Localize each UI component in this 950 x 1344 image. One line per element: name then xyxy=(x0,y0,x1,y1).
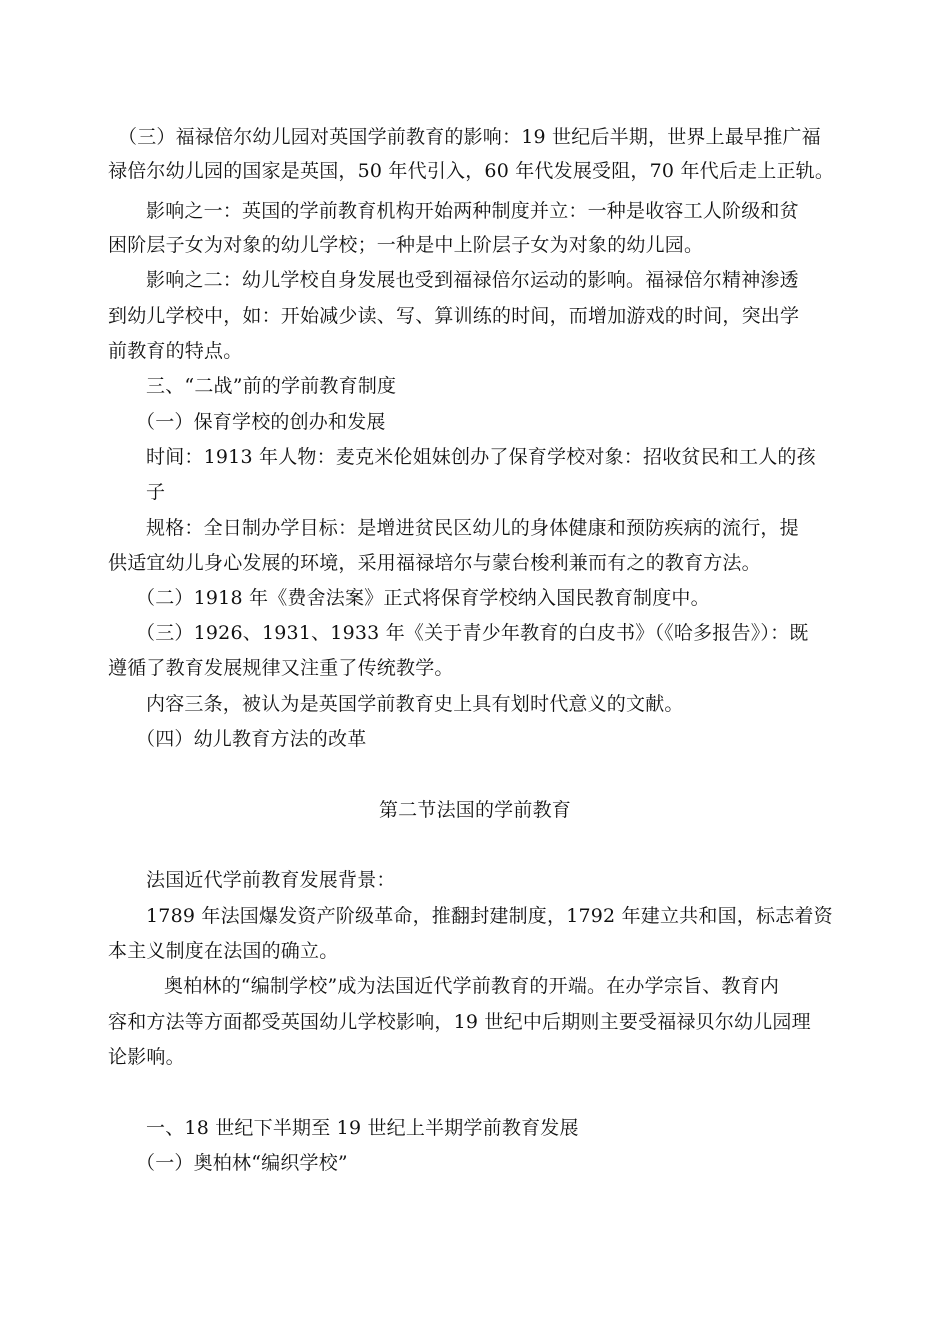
paragraph-line: 困阶层子女为对象的幼儿学校；一种是中上阶层子女为对象的幼儿园。 xyxy=(108,234,704,256)
paragraph-line: 法国近代学前教育发展背景： xyxy=(146,869,396,891)
subsection-heading: （一）奥柏林“编织学校” xyxy=(136,1152,348,1174)
paragraph-line: 禄倍尔幼儿园的国家是英国，50 年代引入，60 年代发展受阻，70 年代后走上正轨。 xyxy=(108,160,835,182)
paragraph-line: （三）福禄倍尔幼儿园对英国学前教育的影响：19 世纪后半期，世界上最早推广福 xyxy=(118,126,821,148)
paragraph-line: 到幼儿学校中，如：开始减少读、写、算训练的时间，而增加游戏的时间，突出学 xyxy=(108,305,800,327)
section-heading: 三、“二战”前的学前教育制度 xyxy=(146,375,397,397)
subsection-heading: （一）保育学校的创办和发展 xyxy=(136,411,386,433)
paragraph-line: 奥柏林的“编制学校”成为法国近代学前教育的开端。在办学宗旨、教育内 xyxy=(164,975,780,997)
section-heading: 一、18 世纪下半期至 19 世纪上半期学前教育发展 xyxy=(146,1117,579,1139)
paragraph-line: 时间：1913 年人物：麦克米伦姐妹创办了保育学校对象：招收贫民和工人的孩 xyxy=(146,446,816,468)
paragraph-line: 子 xyxy=(146,481,166,503)
paragraph-line: 论影响。 xyxy=(108,1046,185,1068)
paragraph-line: 1789 年法国爆发资产阶级革命，推翻封建制度，1792 年建立共和国，标志着资 xyxy=(146,905,833,927)
paragraph-line: 遵循了教育发展规律又注重了传统教学。 xyxy=(108,657,454,679)
paragraph-line: 规格：全日制办学目标：是增进贫民区幼儿的身体健康和预防疾病的流行，提 xyxy=(146,517,799,539)
paragraph-line: 容和方法等方面都受英国幼儿学校影响，19 世纪中后期则主要受福禄贝尔幼儿园理 xyxy=(108,1011,811,1033)
paragraph-line: 影响之一：英国的学前教育机构开始两种制度并立：一种是收容工人阶级和贫 xyxy=(146,200,799,222)
paragraph-line: 本主义制度在法国的确立。 xyxy=(108,940,339,962)
paragraph-line: 供适宜幼儿身心发展的环境，采用福禄培尔与蒙台梭利兼而有之的教育方法。 xyxy=(108,552,761,574)
paragraph-line: （三）1926、1931、1933 年《关于青少年教育的白皮书》（《哈多报告》）：既 xyxy=(136,622,809,644)
paragraph-line: （二）1918 年《费舍法案》正式将保育学校纳入国民教育制度中。 xyxy=(136,587,710,609)
paragraph-line: 影响之二：幼儿学校自身发展也受到福禄倍尔运动的影响。福禄倍尔精神渗透 xyxy=(146,269,799,291)
subsection-heading: （四）幼儿教育方法的改革 xyxy=(136,728,367,750)
chapter-title: 第二节法国的学前教育 xyxy=(378,799,571,821)
paragraph-line: 内容三条，被认为是英国学前教育史上具有划时代意义的文献。 xyxy=(146,693,684,715)
paragraph-line: 前教育的特点。 xyxy=(108,340,243,362)
